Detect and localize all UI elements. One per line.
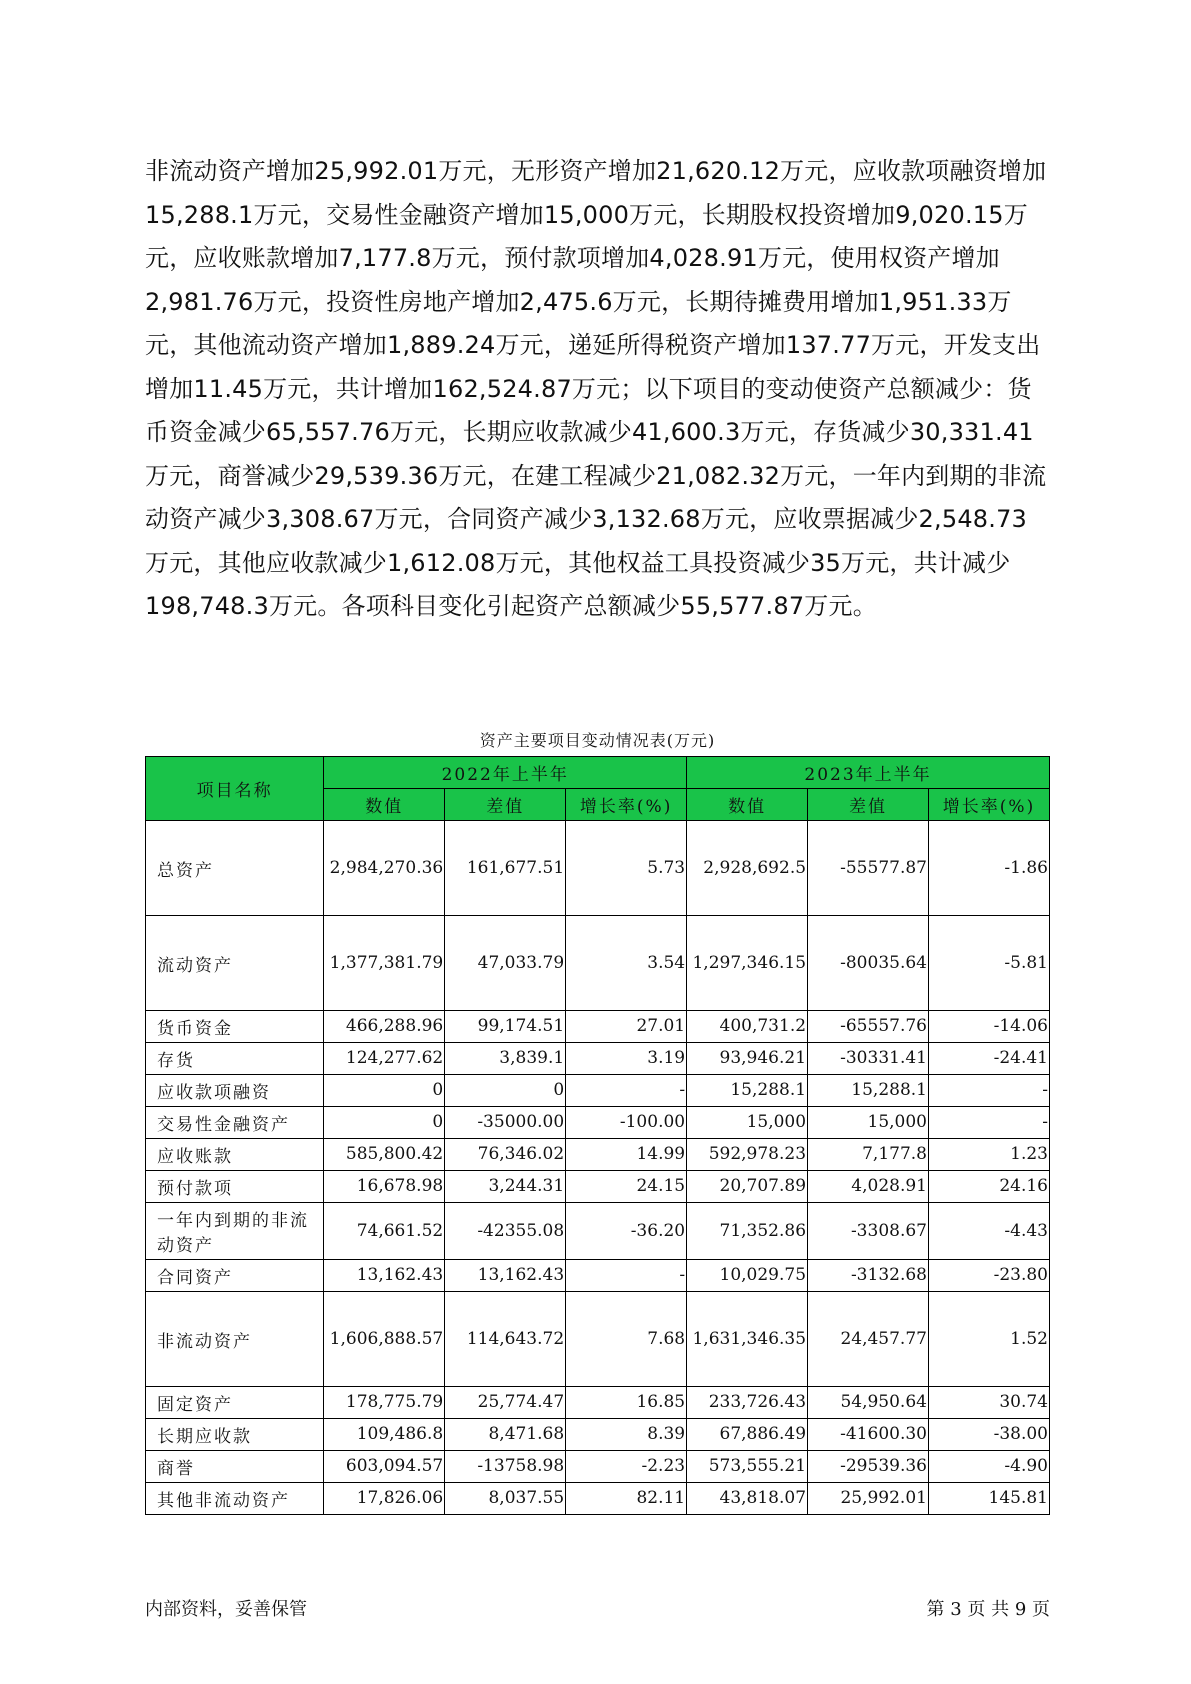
row-item-name: 一年内到期的非流动资产 xyxy=(146,1203,324,1260)
row-cell: 585,800.42 xyxy=(324,1139,445,1171)
row-item-name: 交易性金融资产 xyxy=(146,1107,324,1139)
row-cell: 71,352.86 xyxy=(687,1203,808,1260)
row-item-name: 存货 xyxy=(146,1043,324,1075)
row-cell: -4.43 xyxy=(928,1203,1049,1260)
table-row xyxy=(146,1387,1050,1419)
row-cell: 573,555.21 xyxy=(687,1451,808,1483)
table-row xyxy=(146,1260,1050,1292)
row-item-name: 商誉 xyxy=(146,1451,324,1483)
row-item-name: 货币资金 xyxy=(146,1011,324,1043)
row-item-name: 非流动资产 xyxy=(146,1292,324,1387)
row-cell: 13,162.43 xyxy=(324,1260,445,1292)
row-cell: -13758.98 xyxy=(445,1451,566,1483)
row-item-name: 流动资产 xyxy=(146,916,324,1011)
row-item-name: 合同资产 xyxy=(146,1260,324,1292)
row-cell: 82.11 xyxy=(566,1483,687,1515)
row-cell: - xyxy=(566,1260,687,1292)
row-cell: 8,037.55 xyxy=(445,1483,566,1515)
row-cell: 47,033.79 xyxy=(445,916,566,1011)
row-cell: 1,631,346.35 xyxy=(687,1292,808,1387)
row-cell: 8.39 xyxy=(566,1419,687,1451)
header-period-2022: 2022年上半年 xyxy=(324,757,687,789)
row-cell: 15,288.1 xyxy=(808,1075,929,1107)
row-item-name: 长期应收款 xyxy=(146,1419,324,1451)
row-item-name: 其他非流动资产 xyxy=(146,1483,324,1515)
row-cell: -55577.87 xyxy=(808,821,929,916)
header-diff-2022: 差值 xyxy=(445,789,566,821)
table-row xyxy=(146,1043,1050,1075)
row-cell: 24.15 xyxy=(566,1171,687,1203)
row-cell: -14.06 xyxy=(928,1011,1049,1043)
row-cell: -3132.68 xyxy=(808,1260,929,1292)
row-cell: -100.00 xyxy=(566,1107,687,1139)
row-cell: 8,471.68 xyxy=(445,1419,566,1451)
row-cell: 1,606,888.57 xyxy=(324,1292,445,1387)
row-cell: 13,162.43 xyxy=(445,1260,566,1292)
row-cell: -35000.00 xyxy=(445,1107,566,1139)
row-cell: 233,726.43 xyxy=(687,1387,808,1419)
row-item-name: 应收款项融资 xyxy=(146,1075,324,1107)
footer-confidential: 内部资料，妥善保管 xyxy=(145,1599,307,1620)
row-cell: -65557.76 xyxy=(808,1011,929,1043)
row-cell: 603,094.57 xyxy=(324,1451,445,1483)
row-cell: 14.99 xyxy=(566,1139,687,1171)
row-cell: 400,731.2 xyxy=(687,1011,808,1043)
row-cell: -1.86 xyxy=(928,821,1049,916)
row-cell: 93,946.21 xyxy=(687,1043,808,1075)
row-cell: 24,457.77 xyxy=(808,1292,929,1387)
header-diff-2023: 差值 xyxy=(808,789,929,821)
table-row xyxy=(146,1139,1050,1171)
row-cell: 7,177.8 xyxy=(808,1139,929,1171)
table-row xyxy=(146,1203,1050,1260)
row-cell: - xyxy=(928,1107,1049,1139)
assets-change-table xyxy=(145,756,1050,1515)
row-cell: 3.19 xyxy=(566,1043,687,1075)
row-cell: 178,775.79 xyxy=(324,1387,445,1419)
row-item-name: 总资产 xyxy=(146,821,324,916)
row-cell: 54,950.64 xyxy=(808,1387,929,1419)
row-cell: -3308.67 xyxy=(808,1203,929,1260)
row-cell: 114,643.72 xyxy=(445,1292,566,1387)
row-item-name: 应收账款 xyxy=(146,1139,324,1171)
header-rate-2022: 增长率(%) xyxy=(566,789,687,821)
row-cell: -42355.08 xyxy=(445,1203,566,1260)
table-row xyxy=(146,1451,1050,1483)
row-cell: -2.23 xyxy=(566,1451,687,1483)
row-cell: 15,000 xyxy=(808,1107,929,1139)
row-cell: 25,774.47 xyxy=(445,1387,566,1419)
row-cell: 3.54 xyxy=(566,916,687,1011)
footer-page-number: 第 3 页 共 9 页 xyxy=(926,1599,1050,1620)
row-cell: 10,029.75 xyxy=(687,1260,808,1292)
row-cell: 109,486.8 xyxy=(324,1419,445,1451)
row-cell: 1,377,381.79 xyxy=(324,916,445,1011)
row-item-name: 预付款项 xyxy=(146,1171,324,1203)
header-item-name: 项目名称 xyxy=(146,757,324,821)
row-cell: -80035.64 xyxy=(808,916,929,1011)
row-cell: 161,677.51 xyxy=(445,821,566,916)
header-value-2022: 数值 xyxy=(324,789,445,821)
row-cell: -5.81 xyxy=(928,916,1049,1011)
row-cell: 15,000 xyxy=(687,1107,808,1139)
row-cell: 25,992.01 xyxy=(808,1483,929,1515)
header-value-2023: 数值 xyxy=(687,789,808,821)
row-cell: 2,928,692.5 xyxy=(687,821,808,916)
row-cell: 15,288.1 xyxy=(687,1075,808,1107)
row-cell: - xyxy=(566,1075,687,1107)
table-row xyxy=(146,1107,1050,1139)
row-cell: 1,297,346.15 xyxy=(687,916,808,1011)
row-cell: 17,826.06 xyxy=(324,1483,445,1515)
row-cell: -24.41 xyxy=(928,1043,1049,1075)
row-cell: 4,028.91 xyxy=(808,1171,929,1203)
row-cell: 67,886.49 xyxy=(687,1419,808,1451)
row-cell: 466,288.96 xyxy=(324,1011,445,1043)
row-cell: - xyxy=(928,1075,1049,1107)
table-row xyxy=(146,1011,1050,1043)
table-row xyxy=(146,1075,1050,1107)
row-cell: 16,678.98 xyxy=(324,1171,445,1203)
row-cell: -36.20 xyxy=(566,1203,687,1260)
row-cell: 74,661.52 xyxy=(324,1203,445,1260)
table-row xyxy=(146,916,1050,1011)
row-cell: -4.90 xyxy=(928,1451,1049,1483)
row-cell: 0 xyxy=(324,1107,445,1139)
row-cell: 24.16 xyxy=(928,1171,1049,1203)
row-cell: 76,346.02 xyxy=(445,1139,566,1171)
header-rate-2023: 增长率(%) xyxy=(928,789,1049,821)
row-cell: -41600.30 xyxy=(808,1419,929,1451)
table-row xyxy=(146,1292,1050,1387)
row-item-name: 固定资产 xyxy=(146,1387,324,1419)
row-cell: 1.23 xyxy=(928,1139,1049,1171)
row-cell: 5.73 xyxy=(566,821,687,916)
row-cell: 99,174.51 xyxy=(445,1011,566,1043)
row-cell: 3,244.31 xyxy=(445,1171,566,1203)
row-cell: 2,984,270.36 xyxy=(324,821,445,916)
row-cell: 7.68 xyxy=(566,1292,687,1387)
row-cell: -38.00 xyxy=(928,1419,1049,1451)
row-cell: 1.52 xyxy=(928,1292,1049,1387)
row-cell: 145.81 xyxy=(928,1483,1049,1515)
row-cell: 3,839.1 xyxy=(445,1043,566,1075)
row-cell: 20,707.89 xyxy=(687,1171,808,1203)
row-cell: 0 xyxy=(324,1075,445,1107)
row-cell: 124,277.62 xyxy=(324,1043,445,1075)
row-cell: -23.80 xyxy=(928,1260,1049,1292)
table-caption: 资产主要项目变动情况表(万元) xyxy=(479,731,716,750)
header-period-2023: 2023年上半年 xyxy=(687,757,1050,789)
row-cell: 16.85 xyxy=(566,1387,687,1419)
row-cell: 43,818.07 xyxy=(687,1483,808,1515)
table-row xyxy=(146,1171,1050,1203)
row-cell: 27.01 xyxy=(566,1011,687,1043)
row-cell: -30331.41 xyxy=(808,1043,929,1075)
row-cell: 592,978.23 xyxy=(687,1139,808,1171)
table-row xyxy=(146,1483,1050,1515)
body-paragraph: 非流动资产增加25,992.01万元，无形资产增加21,620.12万元，应收款项融资增加15,288.1万元，交易性金融资产增加15,000万元，长期股权投资增加9,020.15万元，应收账款增加7,177.8万元，预付款项增加4,028.91万元，使用权资产增加2,981.76万元，投资性房地产增加2,475.6万元，长期待摊费用增加1,951.33万元，其他流动资产增加1,889.24万元，递延所得税资产增加137.77万元，开发支出增加11.45万元，共计增加162,524.87万元；以下项目的变动使资产总额减少：货币资金减少65,557.76万元，长期应收款减少41,600.3万元，存货减少30,331.41万元，商誉减少29,539.36万元，在建工程减少21,082.32万元，一年内到期的非流动资产减少3,308.67万元，合同资产减少3,132.68万元，应收票据减少2,548.73万元，其他应收款减少1,612.08万元，其他权益工具投资减少35万元，共计减少198,748.3万元。各项科目变化引起资产总额减少55,577.87万元。 xyxy=(145,157,1047,620)
table-row xyxy=(146,1419,1050,1451)
row-cell: 30.74 xyxy=(928,1387,1049,1419)
row-cell: 0 xyxy=(445,1075,566,1107)
table-row xyxy=(146,821,1050,916)
row-cell: -29539.36 xyxy=(808,1451,929,1483)
